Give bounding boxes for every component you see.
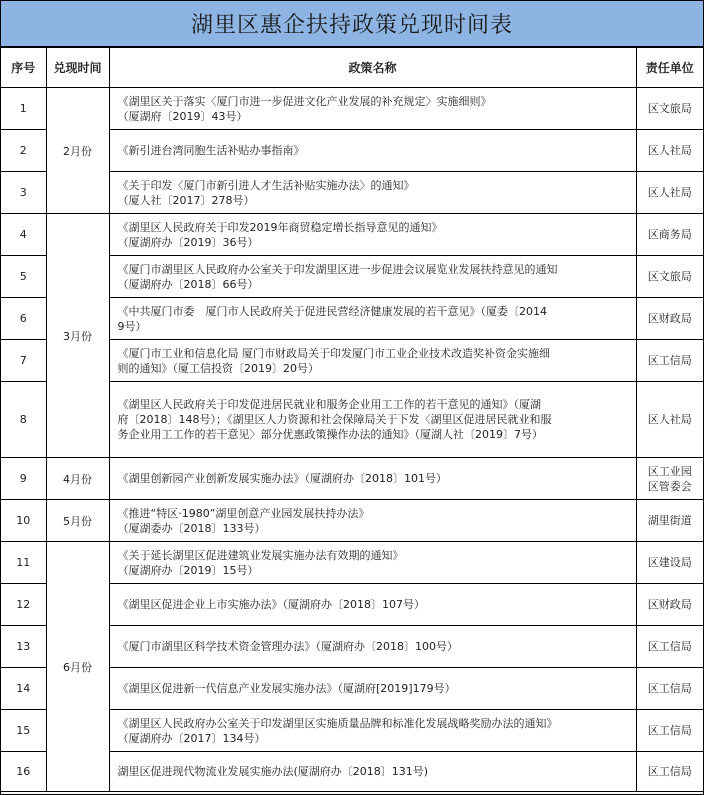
policy-name-cell xyxy=(109,752,636,792)
row-number: 10 xyxy=(1,500,46,542)
row-number: 7 xyxy=(1,340,46,382)
unit-line: 区人社局 xyxy=(647,144,692,157)
policy-line: （厦湖府办〔2019〕36号） xyxy=(117,235,259,249)
row-number: 13 xyxy=(1,626,46,668)
policy-line: 9号） xyxy=(117,319,147,333)
responsible-unit-cell xyxy=(636,298,703,340)
table-row xyxy=(1,542,703,584)
unit-line: 区商务局 xyxy=(647,228,692,241)
responsible-unit-cell xyxy=(636,542,703,584)
policy-line: 《湖里区促进新一代信息产业发展实施办法》（厦湖府[2019]179号） xyxy=(117,682,456,695)
policy-name-cell xyxy=(109,172,636,214)
responsible-unit-cell xyxy=(636,752,703,792)
policy-name-cell xyxy=(109,130,636,172)
header-row xyxy=(1,48,703,88)
policy-line: 则的通知》（厦工信投资〔2019〕20号） xyxy=(117,361,319,375)
responsible-unit-cell xyxy=(636,382,703,458)
policy-name-cell xyxy=(109,500,636,542)
responsible-unit-cell xyxy=(636,584,703,626)
policy-name-cell xyxy=(109,710,636,752)
policy-line: 务企业用工工作的若干意见〉部分优惠政策操作办法的通知》（厦湖人社〔2019〕7号） xyxy=(117,428,543,441)
table-row xyxy=(1,214,703,256)
policy-name-cell xyxy=(109,340,636,382)
row-number: 6 xyxy=(1,298,46,340)
row-number: 9 xyxy=(1,458,46,500)
unit-line: 区工信局 xyxy=(647,765,692,778)
row-number: 2 xyxy=(1,130,46,172)
policy-name-cell xyxy=(109,542,636,584)
row-number: 12 xyxy=(1,584,46,626)
unit-line: 区工业园 xyxy=(647,464,692,478)
responsible-unit-cell xyxy=(636,256,703,298)
row-number: 5 xyxy=(1,256,46,298)
policy-line: 《湖里区人民政府关于印发促进居民就业和服务企业用工工作的若干意见的通知》（厦湖 xyxy=(117,398,541,411)
month-cell: 6月份 xyxy=(46,542,109,792)
header-policy: 政策名称 xyxy=(109,48,636,88)
responsible-unit-cell xyxy=(636,458,703,500)
policy-line: 《中共厦门市委 厦门市人民政府关于促进民营经济健康发展的若干意见》（厦委〔2014 xyxy=(117,304,547,318)
unit-line: 区工信局 xyxy=(647,682,692,695)
policy-name-cell xyxy=(109,458,636,500)
policy-line: 《湖里区人民政府办公室关于印发湖里区实施质量品牌和标准化发展战略奖励办法的通知》 xyxy=(117,716,558,730)
policy-line: （厦湖府办〔2017〕134号） xyxy=(117,731,266,745)
policy-line: 《厦门市湖里区人民政府办公室关于印发湖里区进一步促进会议展览业发展扶持意见的通知 xyxy=(117,262,558,276)
row-number: 11 xyxy=(1,542,46,584)
unit-line: 区建设局 xyxy=(647,556,692,569)
sheet-title: 湖里区惠企扶持政策兑现时间表 xyxy=(1,1,703,47)
header-time: 兑现时间 xyxy=(46,48,109,88)
month-cell: 4月份 xyxy=(46,458,109,500)
unit-line: 区文旅局 xyxy=(647,102,692,115)
table-row xyxy=(1,500,703,542)
row-number: 14 xyxy=(1,668,46,710)
policy-line: （厦湖委办〔2018〕133号） xyxy=(117,521,266,535)
policy-line: （厦湖府办〔2018〕66号） xyxy=(117,277,259,291)
policy-line: 《湖里区关于落实〈厦门市进一步促进文化产业发展的补充规定〉实施细则》 xyxy=(117,94,492,108)
unit-line: 湖里街道 xyxy=(647,514,692,527)
row-number: 3 xyxy=(1,172,46,214)
unit-line: 区工信局 xyxy=(647,354,692,367)
month-cell: 5月份 xyxy=(46,500,109,542)
policy-line: 《厦门市工业和信息化局 厦门市财政局关于印发厦门市工业企业技术改造奖补资金实施细 xyxy=(117,346,550,360)
policy-name-cell xyxy=(109,668,636,710)
policy-line: 府〔2018〕148号）；《湖里区人力资源和社会保障局关于下发〈湖里区促进居民就业和服 xyxy=(117,413,552,426)
unit-line: 区工信局 xyxy=(647,724,692,737)
responsible-unit-cell xyxy=(636,500,703,542)
unit-line: 区财政局 xyxy=(647,312,692,325)
policy-line: 《关于延长湖里区促进建筑业发展实施办法有效期的通知》 xyxy=(117,548,404,562)
policy-table xyxy=(1,47,703,792)
responsible-unit-cell xyxy=(636,340,703,382)
policy-line: （厦湖府〔2019〕43号） xyxy=(117,109,248,123)
header-unit: 责任单位 xyxy=(636,48,703,88)
responsible-unit-cell xyxy=(636,172,703,214)
policy-line: 湖里区促进现代物流业发展实施办法(厦湖府办〔2018〕131号) xyxy=(117,765,429,778)
responsible-unit-cell xyxy=(636,668,703,710)
policy-line: 《厦门市湖里区科学技术资金管理办法》（厦湖府办〔2018〕100号） xyxy=(117,640,458,653)
policy-line: 《关于印发〈厦门市新引进人才生活补贴实施办法〉的通知》 xyxy=(117,178,415,192)
row-number: 16 xyxy=(1,752,46,792)
header-no: 序号 xyxy=(1,48,46,88)
policy-line: （厦湖府办〔2019〕15号） xyxy=(117,563,259,577)
policy-name-cell xyxy=(109,382,636,458)
table-row xyxy=(1,458,703,500)
responsible-unit-cell xyxy=(636,626,703,668)
policy-line: 《新引进台湾同胞生活补贴办事指南》 xyxy=(117,144,305,157)
month-cell: 2月份 xyxy=(46,88,109,214)
policy-line: （厦人社〔2017〕278号） xyxy=(117,193,255,207)
unit-line: 区财政局 xyxy=(647,598,692,611)
table-body xyxy=(1,88,703,792)
policy-line: 《湖里区人民政府关于印发2019年商贸稳定增长指导意见的通知》 xyxy=(117,220,443,234)
policy-line: 《湖里创新园产业创新发展实施办法》（厦湖府办〔2018〕101号） xyxy=(117,472,447,485)
responsible-unit-cell xyxy=(636,710,703,752)
policy-line: 《湖里区促进企业上市实施办法》（厦湖府办〔2018〕107号） xyxy=(117,598,425,611)
row-number: 4 xyxy=(1,214,46,256)
policy-name-cell xyxy=(109,298,636,340)
row-number: 15 xyxy=(1,710,46,752)
unit-line: 区工信局 xyxy=(647,640,692,653)
policy-line: 《推进“特区·1980”湖里创意产业园发展扶持办法》 xyxy=(117,506,370,520)
unit-line: 区人社局 xyxy=(647,413,692,426)
policy-name-cell xyxy=(109,584,636,626)
responsible-unit-cell xyxy=(636,130,703,172)
policy-name-cell xyxy=(109,626,636,668)
policy-name-cell xyxy=(109,256,636,298)
unit-line: 区文旅局 xyxy=(647,270,692,283)
responsible-unit-cell xyxy=(636,88,703,130)
unit-line: 区人社局 xyxy=(647,186,692,199)
row-number: 1 xyxy=(1,88,46,130)
row-number: 8 xyxy=(1,382,46,458)
policy-name-cell xyxy=(109,214,636,256)
table-row xyxy=(1,88,703,130)
month-cell: 3月份 xyxy=(46,214,109,458)
responsible-unit-cell xyxy=(636,214,703,256)
policy-name-cell xyxy=(109,88,636,130)
unit-line: 区管委会 xyxy=(647,479,692,493)
